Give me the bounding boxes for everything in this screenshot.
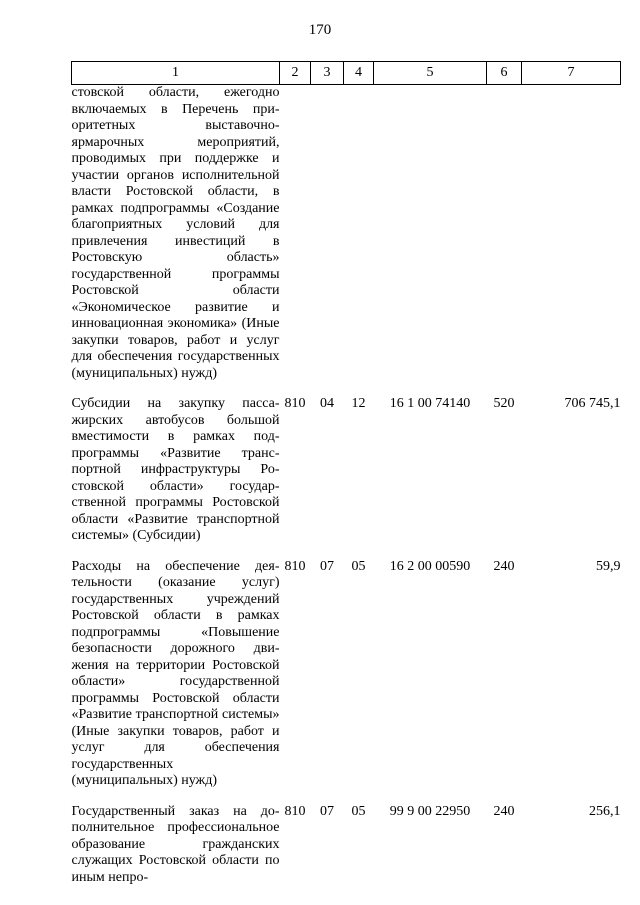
- table-header-row: [72, 62, 621, 85]
- row-description: Государственный заказ на дополнительное профессиональное образование гражданских служащих Ростовской области по иным непро-: [71, 803, 280, 885]
- table-row: [72, 388, 621, 551]
- column-header-1: 1: [72, 62, 280, 85]
- row-amount: 706 745,1: [564, 396, 621, 411]
- table-row: [72, 85, 621, 389]
- budget-table: [71, 61, 621, 892]
- row-ministry-code: 810: [284, 803, 306, 819]
- row-expense-type: 240: [493, 558, 515, 574]
- column-header-2: 2: [280, 62, 311, 85]
- row-expense-type: 240: [493, 803, 515, 819]
- row-ministry-code: [280, 85, 311, 389]
- column-header-7: 7: [522, 62, 621, 85]
- row-expense-type: 520: [493, 396, 515, 411]
- row-target-article: 99 9 00 22950: [389, 803, 471, 819]
- column-header-6: 6: [487, 62, 522, 85]
- row-subsection-code: 12: [351, 396, 366, 411]
- row-section-code: 07: [320, 803, 334, 819]
- row-amount: 59,9: [596, 558, 621, 574]
- table-row: [72, 796, 621, 893]
- row-expense-type: [487, 85, 522, 389]
- column-header-5: 5: [374, 62, 487, 85]
- row-subsection-code: 05: [351, 558, 366, 574]
- row-section-code: 04: [320, 396, 334, 411]
- row-subsection-code: [344, 85, 374, 389]
- row-amount: 256,1: [589, 803, 621, 819]
- row-amount: [522, 85, 621, 389]
- row-target-article: 16 1 00 74140: [389, 396, 471, 411]
- row-target-article: [374, 85, 487, 389]
- row-description: Субсидии на закупку пассажирских автобусов большой вместимости в рамках подпрограммы «Развитие транспортной инфраструктуры Ростовской области» государственной программы Ростовской области «Развитие транспортной системы» (Субсидии): [71, 396, 280, 543]
- row-description: Расходы на обеспечение деятельности (оказание услуг) государственных учреждений Ростовской области в рамках подпрограммы «Повышение безопасности дорожного движения на территории Ростовской области» государственной программы Ростовской области «Развитие транспортной системы» (Иные закупки товаров, работ и услуг для обеспечения государственных (муниципальных) нужд): [71, 558, 280, 788]
- column-header-3: 3: [311, 62, 344, 85]
- column-header-4: 4: [344, 62, 374, 85]
- row-section-code: 07: [320, 558, 334, 574]
- row-ministry-code: 810: [284, 558, 306, 574]
- table-row: [72, 551, 621, 796]
- row-section-code: [311, 85, 344, 389]
- row-target-article: 16 2 00 00590: [389, 558, 471, 574]
- page-number: 170: [308, 22, 332, 38]
- row-ministry-code: 810: [284, 396, 306, 411]
- row-subsection-code: 05: [351, 803, 366, 819]
- row-description: стовской области, ежегодно включаемых в Перечень приоритетных выставочно-ярмарочных мероприятий, проводимых при поддержке и участии органов исполнительной власти Ростовской области, в рамках подпрограммы «Создание благоприятных условий для привлечения инвестиций в Ростовскую область» государственной программы Ростовской области «Экономическое развитие и инновационная экономика» (Иные закупки товаров, работ и услуг для обеспечения государственных (муниципальных) нужд): [71, 85, 280, 381]
